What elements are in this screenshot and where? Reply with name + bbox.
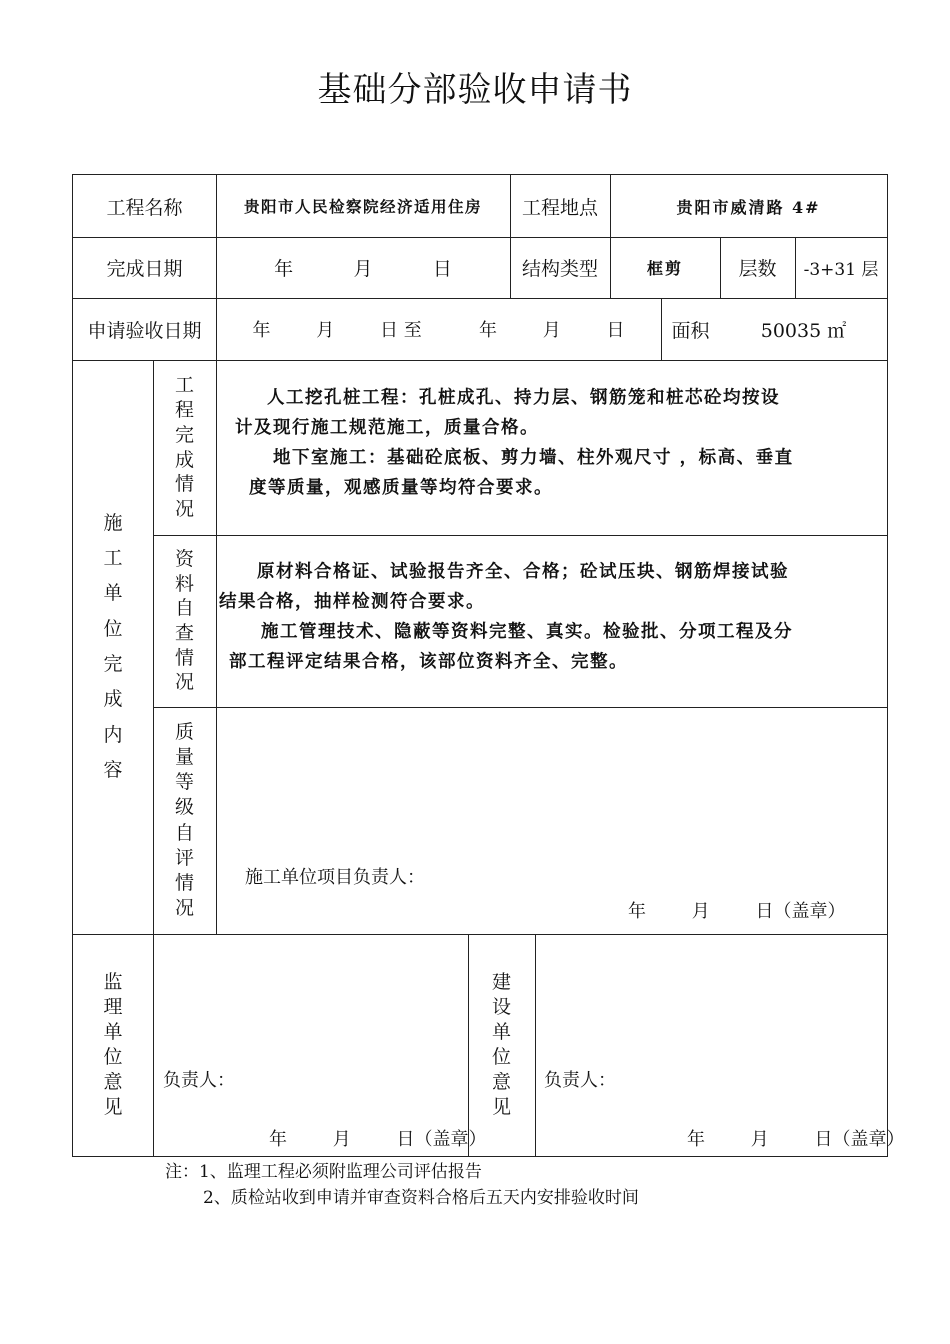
application-form-table (72, 174, 905, 1157)
apply-date-label: 申请验收日期 (87, 319, 202, 342)
structure-type-value: 框剪 (646, 259, 683, 278)
construction-date-seal: 年 月 日（盖章） (628, 901, 846, 922)
location-value: 贵阳市威清路 4# (676, 197, 821, 217)
floors-value: -3+31 层 (803, 260, 879, 280)
completion-status-text: 人工挖孔桩工程：孔桩成孔、持力层、钢筋笼和桩芯砼均按设 计及现行施工规范施工，质量合格。 地下室施工：基础砼底板、剪力墙、柱外观尺寸 ，标高、垂直 度等质量，观感质量等均符合要求。 (235, 388, 794, 498)
location-label: 工程地点 (521, 196, 598, 219)
apply-date-value: 年 月 日 至 年 月 日 (252, 320, 625, 341)
note-2: 2、质检站收到申请并审查资料合格后五天内安排验收时间 (203, 1188, 639, 1208)
col-divider (153, 934, 154, 1156)
completion-date-label: 完成日期 (106, 258, 183, 280)
completion-date-value: 年 月 日 (274, 258, 452, 280)
project-name-value: 贵阳市人民检察院经济适用住房 (243, 197, 482, 216)
construction-unit-label: 施 工 单 位 完 成 内 容 (103, 511, 123, 781)
note-1: 注：1、监理工程必须附监理公司评估报告 (165, 1162, 482, 1182)
floors-label: 层数 (738, 258, 777, 280)
page-title: 基础分部验收申请书 (317, 70, 633, 110)
owner-date-seal: 年 月 日（盖章） (687, 1129, 905, 1150)
supervision-date-seal: 年 月 日（盖章） (269, 1129, 487, 1150)
completion-status-label: 工 程 完 成 情 况 (174, 374, 194, 520)
col-divider (216, 360, 217, 934)
supervision-opinion-label: 监 理 单 位 意 见 (103, 970, 123, 1119)
owner-person-label: 负责人： (544, 1070, 616, 1091)
supervision-person-label: 负责人： (163, 1070, 235, 1091)
area-value: 50035 ㎡ (760, 319, 847, 342)
structure-type-label: 结构类型 (521, 258, 598, 280)
owner-opinion-label: 建 设 单 位 意 见 (491, 970, 511, 1119)
row-divider (153, 707, 887, 708)
project-name-label: 工程名称 (106, 196, 183, 219)
project-manager-label: 施工单位项目负责人： (245, 867, 425, 888)
materials-check-label: 资 料 自 查 情 况 (174, 547, 194, 694)
row-divider (153, 535, 887, 536)
materials-check-text: 原材料合格证、试验报告齐全、合格；砼试压块、钢筋焊接试验 结果合格，抽样检测符合要求。 施工管理技术、隐蔽等资料完整、真实。检验批、分项工程及分 部工程评定结果合格，该部位资料齐全、完整。 (219, 562, 793, 672)
quality-self-assessment-label: 质 量 等 级 自 评 情 况 (174, 721, 194, 919)
col-divider (535, 934, 536, 1156)
area-label: 面积 (671, 319, 710, 342)
